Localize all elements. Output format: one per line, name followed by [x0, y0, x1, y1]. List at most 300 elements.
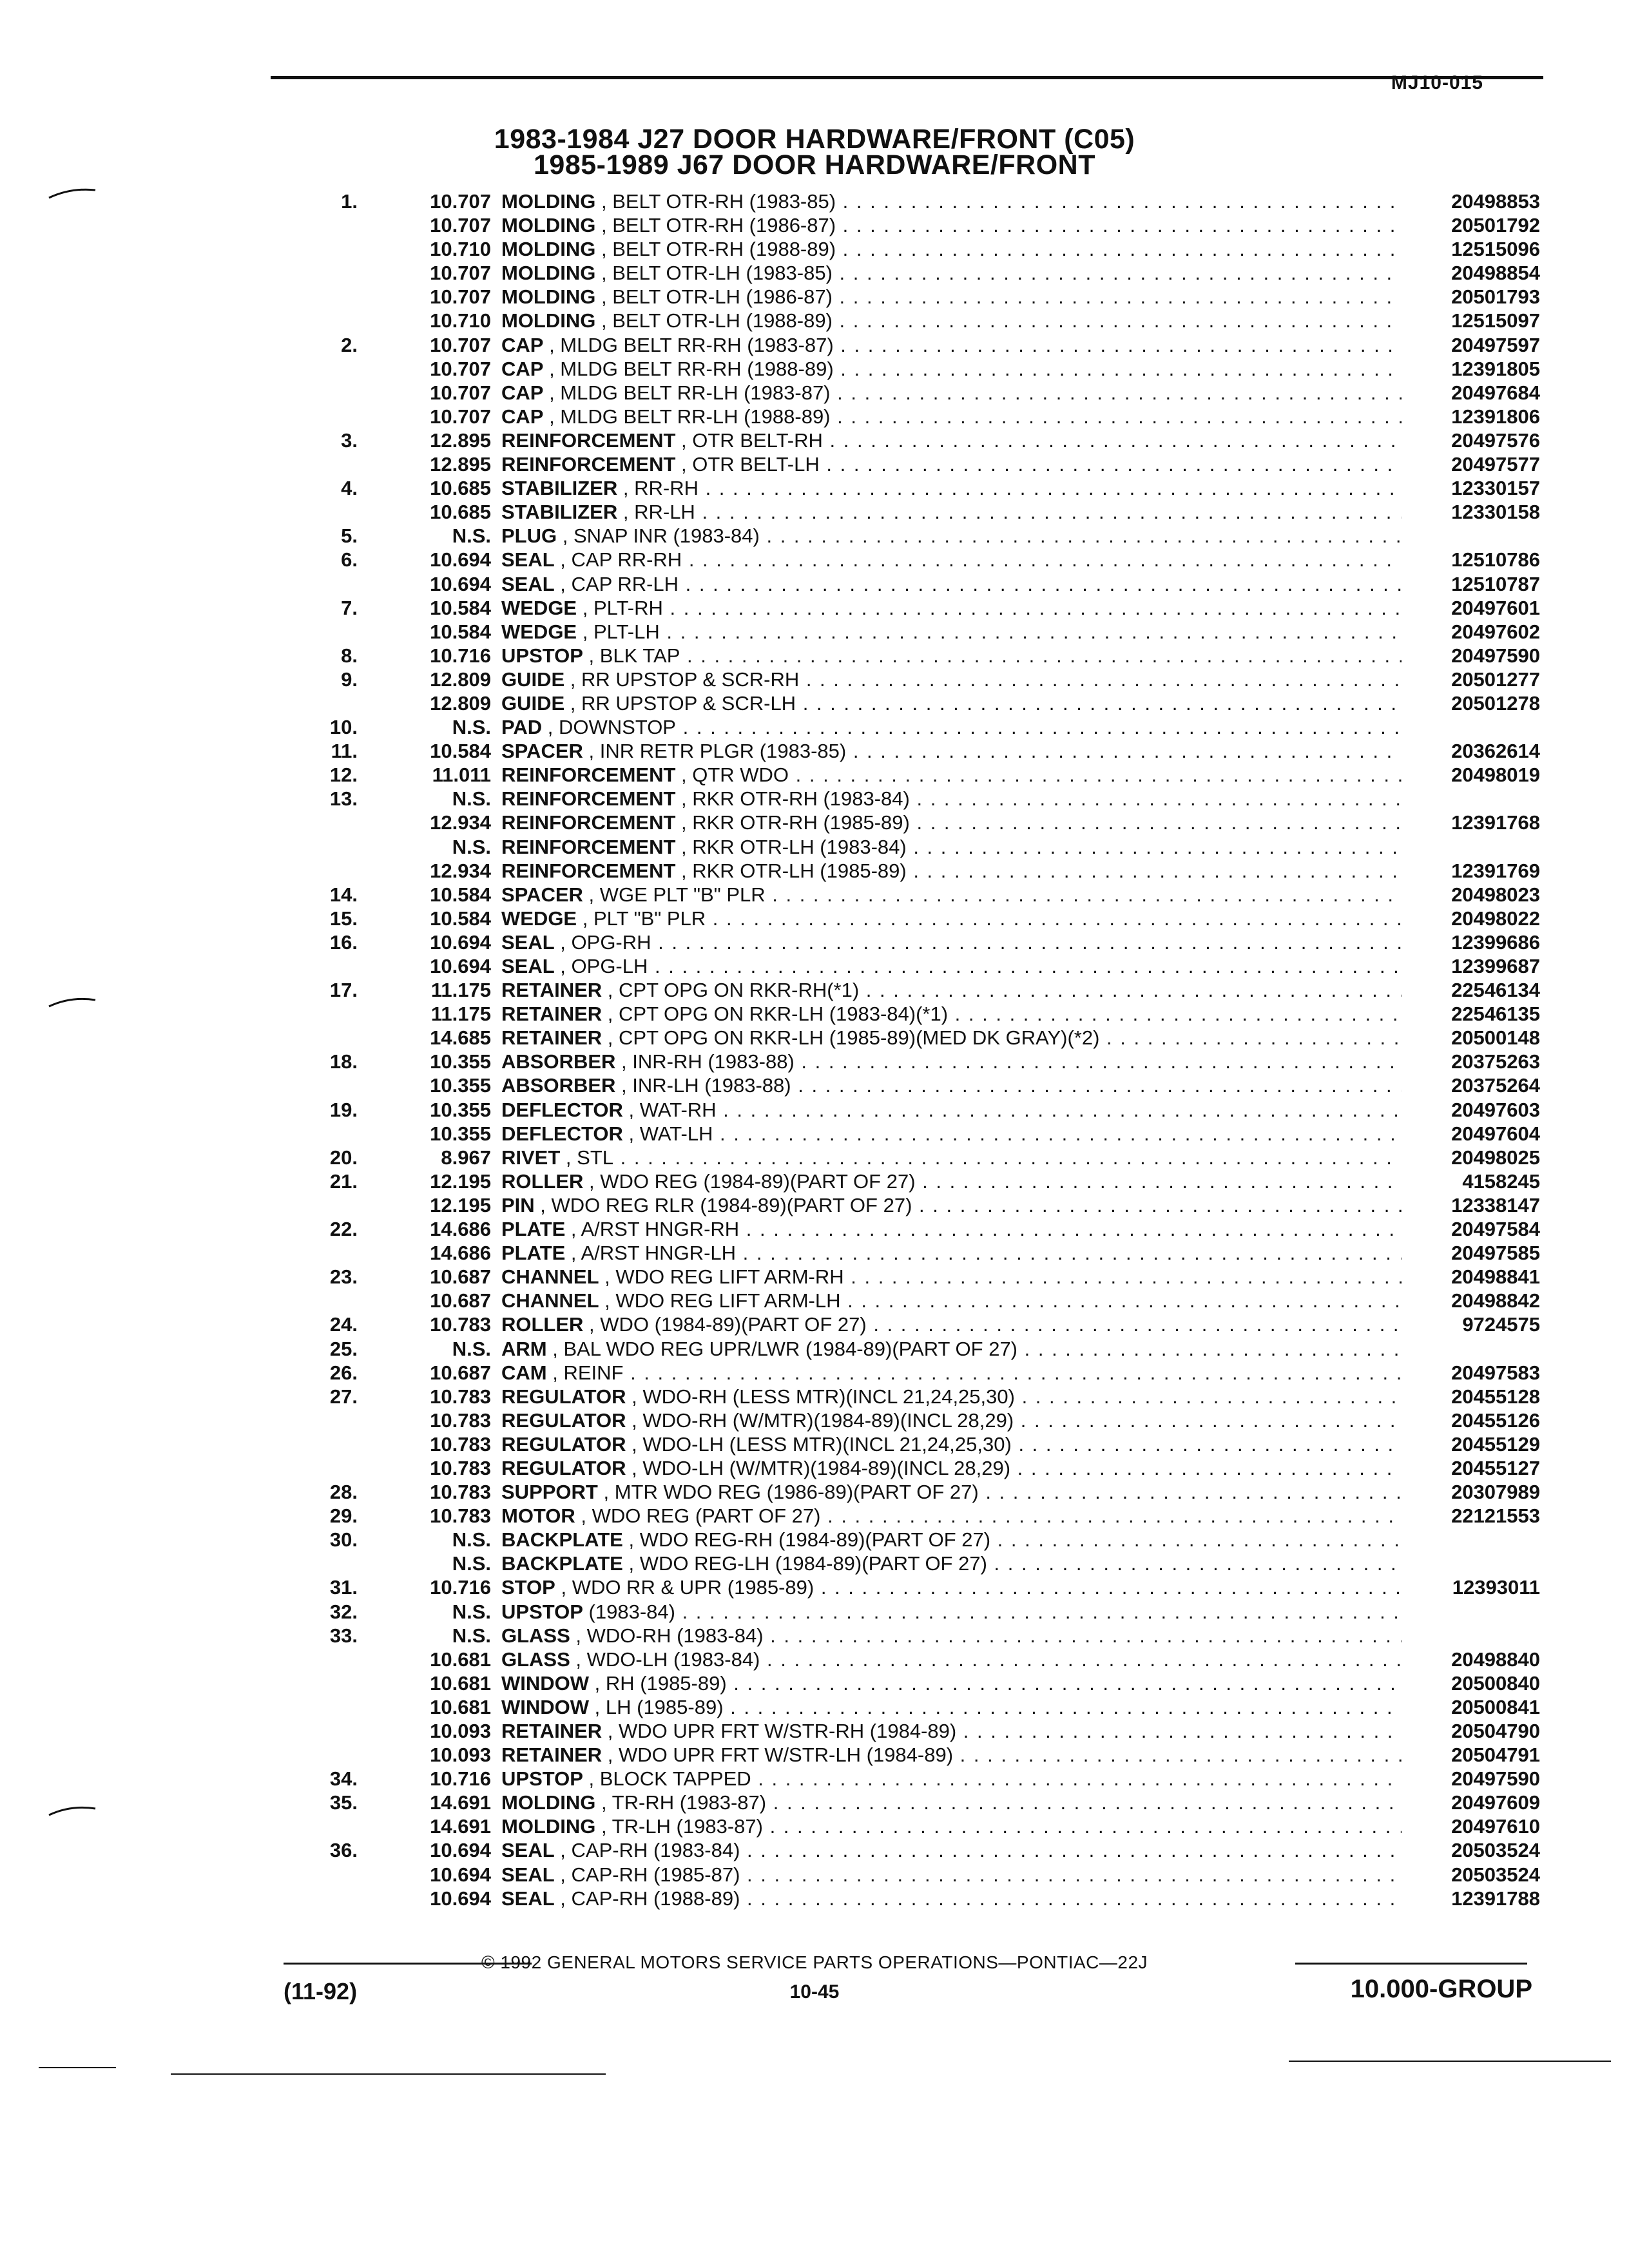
part-name: BACKPLATE: [501, 1552, 623, 1575]
part-name: RETAINER: [501, 1744, 602, 1767]
part-row: [284, 548, 1540, 572]
item-number: 14.: [329, 883, 358, 906]
part-spec: , RR-LH: [617, 501, 695, 524]
group-number: N.S.: [452, 787, 491, 811]
part-description: [501, 691, 1402, 715]
part-spec-text: WDO UPR FRT W/STR-LH (1984-89): [619, 1744, 954, 1767]
part-row: [284, 1552, 1540, 1575]
part-name: PLATE: [501, 1218, 566, 1241]
group-number: 10.710: [430, 238, 491, 261]
part-number: 20307989: [1451, 1481, 1540, 1504]
group-number: 8.967: [441, 1146, 491, 1169]
group-number: 10.783: [430, 1313, 491, 1336]
part-name: SEAL: [501, 1839, 555, 1862]
part-spec: , RR-RH: [617, 477, 699, 500]
part-name: RETAINER: [501, 1026, 602, 1050]
part-number: 9724575: [1462, 1313, 1540, 1336]
part-number: 12510786: [1451, 548, 1540, 572]
part-spec-text: WDO-LH (LESS MTR)(INCL 21,24,25,30): [642, 1432, 1012, 1456]
part-description: [501, 1385, 1402, 1408]
part-number: 20504791: [1451, 1744, 1540, 1767]
item-number: 18.: [329, 1050, 358, 1073]
scan-line-middle: [171, 2073, 606, 2075]
part-description: [501, 1863, 1402, 1887]
part-spec: , SNAP INR (1983-84): [557, 524, 760, 548]
part-spec: , BELT OTR-LH (1988-89): [595, 309, 833, 332]
part-description: [501, 1337, 1402, 1361]
part-spec-text: CAP-RH (1988-89): [571, 1887, 740, 1910]
part-spec-text: WGE PLT "B" PLR: [599, 883, 766, 906]
part-number: 20497583: [1451, 1361, 1540, 1384]
part-spec: , WDO-RH (1983-84): [570, 1624, 764, 1647]
part-spec-text: BLOCK TAPPED: [599, 1767, 751, 1791]
part-description: [501, 1791, 1402, 1814]
part-number: 22121553: [1451, 1504, 1540, 1528]
part-number: 20501277: [1451, 668, 1540, 691]
group-number: 12.195: [430, 1193, 491, 1216]
part-spec-text: WDO-RH (1983-84): [586, 1624, 764, 1647]
part-name: MOLDING: [501, 1791, 596, 1814]
part-name: STABILIZER: [501, 477, 618, 500]
part-row: [284, 907, 1540, 930]
part-row: [284, 883, 1540, 907]
part-row: [284, 261, 1540, 285]
group-number: 10.783: [430, 1504, 491, 1528]
part-row: [284, 1265, 1540, 1289]
part-number: 20501278: [1451, 691, 1540, 715]
group-number: 10.355: [430, 1122, 491, 1145]
page-title: [0, 126, 1629, 178]
part-name: MOLDING: [501, 238, 596, 261]
part-spec: , BELT OTR-LH (1983-85): [595, 262, 833, 285]
part-description: [501, 1838, 1402, 1862]
item-number: 8.: [341, 644, 358, 667]
part-spec-text: PLT "B" PLR: [593, 907, 706, 930]
group-number: 10.093: [430, 1744, 491, 1767]
part-name: ABSORBER: [501, 1050, 616, 1073]
part-name: ARM: [501, 1337, 547, 1360]
part-number: 20498853: [1451, 190, 1540, 213]
item-number: 12.: [329, 764, 358, 787]
part-spec-text: WDO UPR FRT W/STR-RH (1984-89): [619, 1720, 957, 1742]
item-number: 27.: [329, 1385, 358, 1408]
item-number: 17.: [329, 979, 358, 1002]
part-name: REINFORCEMENT: [501, 764, 676, 787]
part-name: MOLDING: [501, 262, 596, 285]
part-spec: , PLT-LH: [577, 620, 660, 643]
part-spec-text: TR-RH (1983-87): [612, 1791, 767, 1814]
part-spec-text: BELT OTR-LH (1986-87): [612, 285, 833, 309]
part-spec-text: (1983-84): [588, 1600, 675, 1623]
part-description: [501, 978, 1402, 1002]
part-spec-text: RKR OTR-RH (1985-89): [692, 811, 910, 834]
part-spec: , RKR OTR-RH (1985-89): [675, 811, 910, 834]
part-spec: , PLT-RH: [577, 596, 663, 619]
part-row: [284, 452, 1540, 476]
group-number: 11.175: [430, 1003, 491, 1026]
part-name: ABSORBER: [501, 1074, 616, 1097]
group-number: 10.681: [430, 1648, 491, 1671]
part-description: [501, 1600, 1402, 1624]
part-spec-text: CAP-RH (1983-84): [571, 1839, 740, 1862]
part-spec: , BAL WDO REG UPR/LWR (1984-89)(PART OF 27): [546, 1337, 1018, 1360]
part-number: 20498841: [1451, 1265, 1540, 1289]
part-spec-text: PLT-RH: [593, 596, 663, 619]
part-number: 20498854: [1451, 262, 1540, 285]
group-number: N.S.: [452, 716, 491, 739]
part-number: 20455126: [1451, 1408, 1540, 1432]
part-spec: , BELT OTR-RH (1988-89): [595, 238, 836, 261]
group-number: 10.710: [430, 309, 491, 332]
part-number: 12330157: [1451, 477, 1540, 500]
part-spec-text: BAL WDO REG UPR/LWR (1984-89)(PART OF 27): [563, 1337, 1018, 1360]
group-number: 10.707: [430, 214, 491, 237]
group-number: 14.691: [430, 1791, 491, 1814]
part-number: 20362614: [1451, 740, 1540, 763]
group-number: 10.694: [430, 1863, 491, 1886]
part-spec-text: INR-LH (1983-88): [632, 1074, 791, 1097]
item-number: 9.: [341, 668, 358, 691]
part-number: 20498842: [1451, 1289, 1540, 1312]
part-row: [284, 1217, 1540, 1241]
part-description: [501, 500, 1402, 524]
part-spec: , MLDG BELT RR-LH (1983-87): [543, 381, 831, 404]
part-description: [501, 261, 1402, 285]
group-number: 10.685: [430, 501, 491, 524]
part-spec: , BLK TAP: [583, 644, 680, 667]
group-number: 10.707: [430, 405, 491, 428]
part-description: [501, 1146, 1402, 1169]
part-name: SEAL: [501, 1887, 555, 1910]
item-number: 26.: [329, 1361, 358, 1384]
part-description: [501, 811, 1402, 834]
group-number: 10.685: [430, 477, 491, 500]
item-number: 30.: [329, 1528, 358, 1552]
part-description: [501, 1552, 1402, 1575]
group-number: 12.895: [430, 453, 491, 476]
part-name: RETAINER: [501, 1003, 602, 1026]
part-description: [501, 405, 1402, 428]
part-spec-text: WDO REG LIFT ARM-LH: [615, 1289, 841, 1312]
part-spec-text: BLK TAP: [599, 644, 680, 667]
part-row: [284, 1169, 1540, 1193]
part-spec: , BLOCK TAPPED: [583, 1767, 751, 1791]
part-spec-text: WDO-LH (W/MTR)(1984-89)(INCL 28,29): [642, 1456, 1011, 1479]
part-spec-text: INR RETR PLGR (1983-85): [599, 740, 847, 763]
part-spec: , STL: [560, 1146, 613, 1169]
item-number: 29.: [329, 1504, 358, 1528]
part-spec-text: CPT OPG ON RKR-LH (1983-84)(*1): [619, 1003, 949, 1026]
part-name: MOLDING: [501, 214, 596, 237]
part-spec-text: CPT OPG ON RKR-LH (1985-89)(MED DK GRAY)(*2): [619, 1026, 1100, 1050]
group-number: N.S.: [452, 835, 491, 858]
part-name: GUIDE: [501, 668, 565, 691]
group-number: 12.934: [430, 811, 491, 834]
part-name: REGULATOR: [501, 1408, 626, 1432]
part-row: [284, 1575, 1540, 1599]
part-name: SEAL: [501, 955, 555, 977]
part-row: [284, 1002, 1540, 1026]
part-spec: , MLDG BELT RR-RH (1988-89): [543, 357, 834, 380]
part-name: WINDOW: [501, 1695, 590, 1718]
part-spec-text: RH (1985-89): [605, 1671, 727, 1695]
part-spec: , A/RST HNGR-RH: [565, 1218, 740, 1241]
part-spec: , MLDG BELT RR-RH (1983-87): [543, 333, 834, 356]
part-number: 20501793: [1451, 285, 1540, 309]
part-number: 20500840: [1451, 1671, 1540, 1695]
part-number: 20497604: [1451, 1122, 1540, 1145]
item-number: 33.: [329, 1624, 358, 1647]
part-row: [284, 1122, 1540, 1146]
part-name: SUPPORT: [501, 1481, 598, 1504]
item-number: 25.: [329, 1337, 358, 1360]
part-name: STABILIZER: [501, 501, 618, 524]
part-row: [284, 1791, 1540, 1814]
part-row: [284, 1408, 1540, 1432]
part-row: [284, 1026, 1540, 1050]
part-description: [501, 1456, 1402, 1480]
part-spec-text: SNAP INR (1983-84): [573, 524, 760, 548]
part-row: [284, 1193, 1540, 1217]
part-spec-text: OPG-LH: [571, 955, 648, 977]
group-number: N.S.: [452, 524, 491, 548]
part-name: RETAINER: [501, 979, 602, 1002]
part-row: [284, 1671, 1540, 1695]
part-row: [284, 1456, 1540, 1480]
part-description: [501, 835, 1402, 859]
part-spec-text: OTR BELT-LH: [692, 453, 820, 476]
part-description: [501, 1528, 1402, 1552]
part-spec: , RKR OTR-LH (1985-89): [675, 859, 907, 882]
group-number: 12.895: [430, 428, 491, 452]
part-description: [501, 1193, 1402, 1217]
part-name: WEDGE: [501, 907, 577, 930]
part-row: [284, 763, 1540, 787]
part-spec-text: RR UPSTOP & SCR-LH: [581, 691, 796, 715]
part-row: [284, 1504, 1540, 1528]
part-spec: , WDO RR & UPR (1985-89): [555, 1576, 815, 1599]
part-row: [284, 476, 1540, 500]
part-name: BACKPLATE: [501, 1528, 623, 1552]
part-spec-text: A/RST HNGR-RH: [581, 1218, 740, 1241]
part-description: [501, 1743, 1402, 1767]
part-spec-text: STL: [577, 1146, 613, 1169]
part-spec-text: BELT OTR-LH (1988-89): [612, 309, 833, 332]
part-description: [501, 1671, 1402, 1695]
part-spec: , CAP-RH (1985-87): [554, 1863, 740, 1886]
part-row: [284, 1073, 1540, 1097]
part-row: [284, 1361, 1540, 1385]
part-description: [501, 1002, 1402, 1026]
part-row: [284, 835, 1540, 859]
part-description: [501, 237, 1402, 261]
part-spec: , WDO-RH (LESS MTR)(INCL 21,24,25,30): [626, 1385, 1015, 1408]
part-spec: , CAP-RH (1988-89): [554, 1887, 740, 1910]
part-number: 20498023: [1451, 883, 1540, 906]
part-description: [501, 1361, 1402, 1385]
part-number: 20501792: [1451, 214, 1540, 237]
part-row: [284, 691, 1540, 715]
part-number: 20497590: [1451, 1767, 1540, 1791]
item-number: 7.: [341, 596, 358, 619]
part-spec: , LH (1985-89): [589, 1695, 724, 1718]
group-number: 10.783: [430, 1456, 491, 1479]
part-spec: , WAT-RH: [622, 1098, 717, 1121]
part-description: [501, 1719, 1402, 1743]
part-name: CAP: [501, 381, 544, 404]
part-spec: , WDO REG-RH (1984-89)(PART OF 27): [622, 1528, 991, 1552]
part-spec-text: RR-LH: [634, 501, 695, 524]
part-spec: , INR-RH (1983-88): [615, 1050, 795, 1073]
group-number: 10.355: [430, 1098, 491, 1121]
group-number: 12.809: [430, 668, 491, 691]
part-row: [284, 1528, 1540, 1552]
part-spec: , BELT OTR-LH (1986-87): [595, 285, 833, 309]
part-description: [501, 1312, 1402, 1336]
part-spec-text: MLDG BELT RR-LH (1983-87): [560, 381, 831, 404]
group-number: 10.707: [430, 262, 491, 285]
group-number: 14.685: [430, 1026, 491, 1050]
part-spec: , WDO REG-LH (1984-89)(PART OF 27): [622, 1552, 987, 1575]
group-number: 10.716: [430, 1576, 491, 1599]
part-row: [284, 1385, 1540, 1408]
part-number: 20503524: [1451, 1839, 1540, 1862]
group-number: 10.584: [430, 740, 491, 763]
part-spec: , QTR WDO: [675, 764, 789, 787]
part-spec-text: WDO REG-LH (1984-89)(PART OF 27): [639, 1552, 987, 1575]
scan-line-left: [39, 2067, 116, 2068]
part-row: [284, 1289, 1540, 1312]
part-spec-text: CAP-RH (1985-87): [571, 1863, 740, 1886]
part-description: [501, 1098, 1402, 1122]
part-name: REINFORCEMENT: [501, 811, 676, 834]
group-number: 10.707: [430, 357, 491, 380]
part-spec: , CPT OPG ON RKR-LH (1985-89)(MED DK GRAY)(*2): [602, 1026, 1100, 1050]
part-name: CAM: [501, 1361, 547, 1384]
group-number: 10.707: [430, 381, 491, 404]
part-name: WINDOW: [501, 1671, 590, 1695]
part-row: [284, 237, 1540, 261]
part-number: 20497597: [1451, 333, 1540, 356]
part-description: [501, 548, 1402, 572]
part-name: ROLLER: [501, 1169, 584, 1193]
part-description: [501, 1814, 1402, 1838]
part-description: [501, 907, 1402, 930]
part-description: [501, 1480, 1402, 1504]
part-row: [284, 1814, 1540, 1838]
part-spec: , WDO REG (1984-89)(PART OF 27): [583, 1169, 916, 1193]
part-description: [501, 1265, 1402, 1289]
part-description: [501, 452, 1402, 476]
part-number: 20498019: [1451, 764, 1540, 787]
item-number: 3.: [341, 428, 358, 452]
group-number: 11.011: [432, 764, 491, 787]
part-name: REGULATOR: [501, 1385, 626, 1408]
part-number: 20455129: [1451, 1432, 1540, 1456]
part-number: 12393011: [1452, 1576, 1540, 1599]
part-name: REINFORCEMENT: [501, 453, 676, 476]
part-name: STOP: [501, 1576, 555, 1599]
part-name: SEAL: [501, 548, 555, 572]
part-spec: , WDO REG LIFT ARM-LH: [599, 1289, 841, 1312]
group-number: 12.809: [430, 691, 491, 715]
part-description: [501, 1073, 1402, 1097]
part-description: [501, 668, 1402, 691]
part-spec-text: WDO REG RLR (1984-89)(PART OF 27): [551, 1193, 912, 1216]
item-number: 28.: [329, 1481, 358, 1504]
top-rule: [271, 76, 1543, 79]
part-spec: , INR-LH (1983-88): [615, 1074, 791, 1097]
part-description: [501, 309, 1402, 332]
item-number: 36.: [329, 1839, 358, 1862]
part-row: [284, 1695, 1540, 1719]
part-description: [501, 644, 1402, 668]
part-spec-text: MLDG BELT RR-RH (1983-87): [560, 333, 834, 356]
group-number: 10.783: [430, 1408, 491, 1432]
part-name: PLATE: [501, 1242, 566, 1265]
part-name: ROLLER: [501, 1313, 584, 1336]
part-number: 20498025: [1451, 1146, 1540, 1169]
part-spec-text: MLDG BELT RR-RH (1988-89): [560, 357, 834, 380]
part-row: [284, 500, 1540, 524]
part-spec-text: WDO RR & UPR (1985-89): [572, 1576, 815, 1599]
item-number: 20.: [329, 1146, 358, 1169]
part-description: [501, 1695, 1402, 1719]
part-spec-text: TR-LH (1983-87): [612, 1815, 763, 1838]
part-description: [501, 189, 1402, 213]
part-name: WEDGE: [501, 620, 577, 643]
item-number: 19.: [329, 1098, 358, 1121]
part-description: [501, 381, 1402, 405]
group-number: 10.355: [430, 1050, 491, 1073]
part-name: SEAL: [501, 930, 555, 954]
scan-line-right: [1289, 2061, 1611, 2062]
copyright-notice: © 1992 GENERAL MOTORS SERVICE PARTS OPERATIONS—PONTIAC—22J: [481, 1952, 1148, 1972]
item-number: 34.: [329, 1767, 358, 1791]
part-spec: , WDO REG (PART OF 27): [575, 1504, 821, 1528]
item-number: 4.: [341, 477, 358, 500]
part-description: [501, 285, 1402, 309]
part-description: [501, 1050, 1402, 1073]
part-spec-text: INR-RH (1983-88): [632, 1050, 795, 1073]
part-spec: , CAP RR-LH: [554, 572, 679, 595]
part-spec: , RR UPSTOP & SCR-RH: [564, 668, 800, 691]
part-row: [284, 357, 1540, 381]
part-name: MOTOR: [501, 1504, 575, 1528]
group-number: 10.355: [430, 1074, 491, 1097]
part-number: 12510787: [1451, 572, 1540, 595]
part-spec-text: WDO REG LIFT ARM-RH: [615, 1265, 844, 1289]
part-spec-text: DOWNSTOP: [559, 716, 676, 739]
part-spec-text: BELT OTR-RH (1988-89): [612, 238, 836, 261]
part-name: REINFORCEMENT: [501, 787, 676, 811]
part-spec: , REINF: [546, 1361, 624, 1384]
part-spec: , TR-LH (1983-87): [595, 1815, 763, 1838]
group-number: 14.686: [430, 1218, 491, 1241]
part-description: [501, 1575, 1402, 1599]
part-row: [284, 1312, 1540, 1336]
part-description: [501, 1887, 1402, 1910]
part-row: [284, 596, 1540, 620]
part-number: 12338147: [1451, 1193, 1540, 1216]
part-spec: , WDO UPR FRT W/STR-RH (1984-89): [602, 1720, 957, 1742]
part-name: CAP: [501, 333, 544, 356]
part-description: [501, 1624, 1402, 1648]
part-spec: , CPT OPG ON RKR-LH (1983-84)(*1): [602, 1003, 949, 1026]
item-number: 24.: [329, 1313, 358, 1336]
part-spec: , WDO-RH (W/MTR)(1984-89)(INCL 28,29): [626, 1408, 1014, 1432]
part-description: [501, 1122, 1402, 1146]
